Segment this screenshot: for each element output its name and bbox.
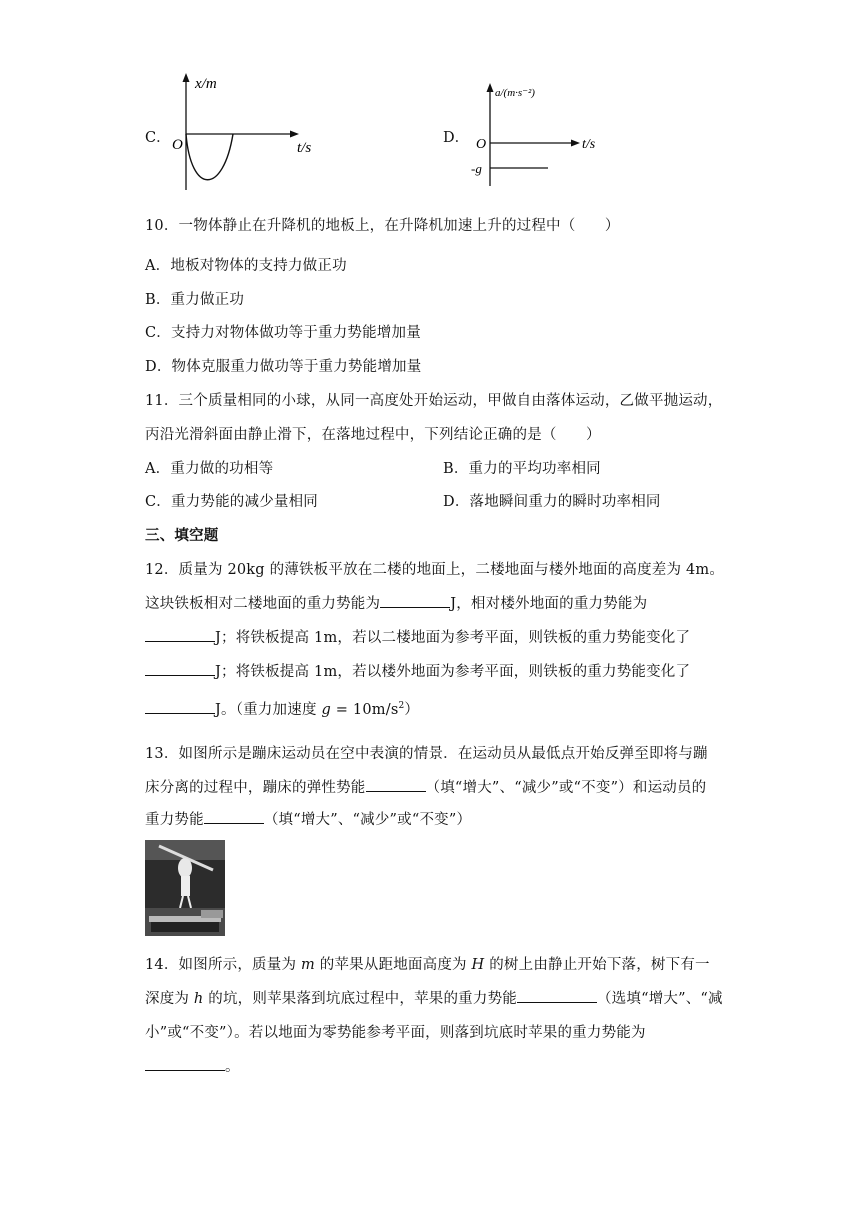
- q12-line1: 12．质量为 20kg 的薄铁板平放在二楼的地面上，二楼地面与楼外地面的高度差为 4m。: [145, 562, 725, 578]
- q14-text: 的坑，则苹果落到坑底过程中，苹果的重力势能: [208, 991, 517, 1007]
- q12-text: ）: [404, 702, 420, 718]
- q14-H-symbol: H: [471, 957, 485, 973]
- graph-d-x-label: t/s: [582, 137, 596, 152]
- q12-g-exponent: 2: [398, 701, 405, 712]
- q13-text: 重力势能: [145, 812, 204, 828]
- q12-text: J，相对楼外地面的重力势能为: [450, 596, 648, 612]
- q13-line1: 13．如图所示是蹦床运动员在空中表演的情景．在运动员从最低点开始反弹至即将与蹦: [145, 746, 708, 762]
- graph-d-origin: O: [476, 137, 487, 152]
- q11-option-a: A．重力做的功相等: [145, 461, 274, 477]
- q12-text: 这块铁板相对二楼地面的重力势能为: [145, 596, 381, 612]
- q12-g-value: = 10m/s: [330, 702, 399, 718]
- q12-blank-2[interactable]: [145, 627, 215, 642]
- q12-g-symbol: g: [321, 702, 331, 718]
- q12-text: J；将铁板提高 1m，若以楼外地面为参考平面，则铁板的重力势能变化了: [215, 664, 691, 680]
- q10-option-b: B．重力做正功: [145, 292, 245, 308]
- q13-line3: [145, 808, 471, 829]
- q13-line2: [145, 776, 706, 797]
- q14-h-symbol: h: [193, 991, 204, 1007]
- q12-line2: [145, 592, 647, 613]
- graph-c-y-label: x/m: [195, 76, 217, 92]
- graph-c: [165, 70, 315, 195]
- q11-option-b: B．重力的平均功率相同: [443, 461, 601, 477]
- graph-c-x-label: t/s: [297, 140, 312, 156]
- q12-line5: [145, 698, 419, 719]
- q13-blank-2[interactable]: [204, 809, 264, 824]
- q12-blank-3[interactable]: [145, 661, 215, 676]
- q14-line4: [145, 1055, 240, 1076]
- q14-text: 的苹果从距地面高度为: [319, 957, 467, 973]
- graph-d-level-label: -g: [471, 161, 482, 176]
- q10-stem: 10．一物体静止在升降机的地板上，在升降机加速上升的过程中（ ）: [145, 218, 620, 234]
- q10-option-a: A．地板对物体的支持力做正功: [145, 258, 347, 274]
- q12-line3: [145, 626, 690, 647]
- q12-blank-4[interactable]: [145, 699, 215, 714]
- q14-line1: [145, 953, 710, 974]
- graph-d: [470, 78, 620, 188]
- graph-c-origin: O: [172, 137, 183, 153]
- q10-option-d: D．物体克服重力做功等于重力势能增加量: [145, 359, 422, 375]
- q13-text: 床分离的过程中，蹦床的弹性势能: [145, 780, 366, 796]
- q14-line2: [145, 987, 723, 1008]
- q14-text: 14．如图所示，质量为: [145, 957, 297, 973]
- q14-line3: 小”或“不变”）。若以地面为零势能参考平面，则落到坑底时苹果的重力势能为: [145, 1025, 646, 1041]
- q12-line4: [145, 660, 690, 681]
- q14-text: （选填“增大”、“减: [596, 991, 723, 1007]
- q13-text: （填“增大”、“减少”或“不变”）和运动员的: [425, 780, 707, 796]
- q14-m-symbol: m: [300, 957, 315, 973]
- q14-text: 的树上由静止开始下落，树下有一: [489, 957, 710, 973]
- graph-c-label: C．: [145, 130, 171, 146]
- graph-d-y-label: a/(m·s⁻²): [495, 87, 535, 99]
- q12-text: J。（重力加速度: [215, 702, 317, 718]
- q11-option-d: D．落地瞬间重力的瞬时功率相同: [443, 494, 661, 510]
- q11-option-c: C．重力势能的减少量相同: [145, 494, 318, 510]
- q13-blank-1[interactable]: [366, 777, 426, 792]
- q14-blank-1[interactable]: [517, 988, 597, 1003]
- q14-blank-2[interactable]: [145, 1056, 225, 1071]
- trampoline-photo: [145, 840, 225, 936]
- q12-text: J；将铁板提高 1m，若以二楼地面为参考平面，则铁板的重力势能变化了: [215, 630, 691, 646]
- q11-stem-line2: 丙沿光滑斜面由静止滑下，在落地过程中，下列结论正确的是（ ）: [145, 427, 601, 443]
- q13-text: （填“增大”、“减少”或“不变”）: [263, 812, 472, 828]
- q14-text: 。: [225, 1059, 240, 1075]
- graph-d-label: D．: [443, 130, 470, 146]
- q14-text: 深度为: [145, 991, 190, 1007]
- q12-blank-1[interactable]: [380, 593, 450, 608]
- q10-option-c: C．支持力对物体做功等于重力势能增加量: [145, 325, 421, 341]
- q11-stem-line1: 11．三个质量相同的小球，从同一高度处开始运动，甲做自由落体运动，乙做平抛运动，: [145, 393, 723, 409]
- section-title: 三、填空题: [145, 528, 219, 544]
